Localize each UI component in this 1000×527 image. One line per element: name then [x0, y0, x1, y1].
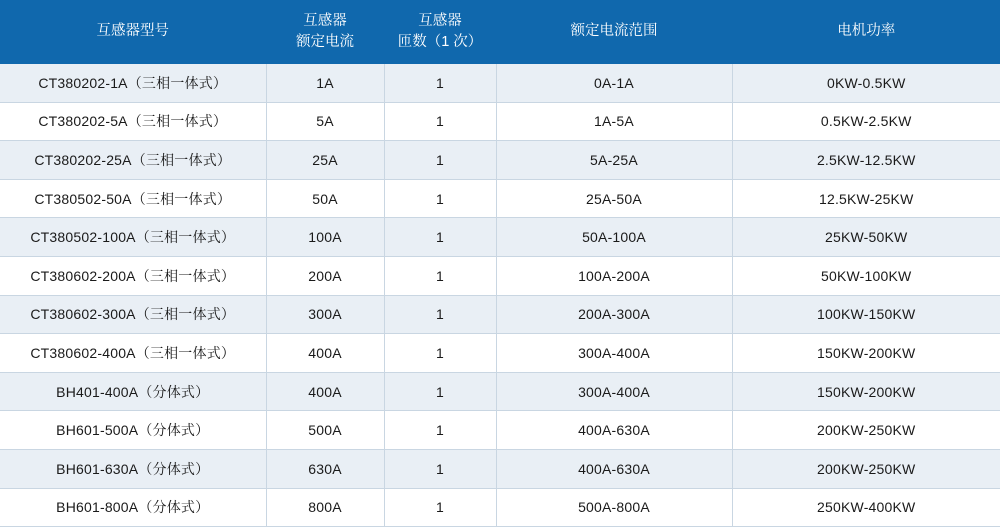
column-header-model-line-1: 互感器型号: [96, 23, 169, 40]
cell-rated-current: 1A: [266, 64, 384, 102]
cell-current-range: 25A-50A: [496, 179, 732, 218]
cell-motor-power: 50KW-100KW: [732, 256, 1000, 295]
cell-current-range: 400A-630A: [496, 411, 732, 450]
cell-current-range: 50A-100A: [496, 218, 732, 257]
table-row: [0, 179, 1000, 218]
column-header-current-range: [496, 0, 732, 64]
cell-rated-current: 500A: [266, 411, 384, 450]
cell-motor-power: 0KW-0.5KW: [732, 64, 1000, 102]
cell-turns: 1: [384, 179, 496, 218]
cell-model: BH601-500A（分体式）: [0, 411, 266, 450]
cell-current-range: 5A-25A: [496, 141, 732, 180]
cell-rated-current: 50A: [266, 179, 384, 218]
table-row: [0, 295, 1000, 334]
cell-motor-power: 2.5KW-12.5KW: [732, 141, 1000, 180]
table-body: [0, 64, 1000, 527]
cell-motor-power: 12.5KW-25KW: [732, 179, 1000, 218]
table-row: [0, 372, 1000, 411]
cell-model: CT380602-200A（三相一体式）: [0, 256, 266, 295]
table-row: [0, 64, 1000, 102]
cell-motor-power: 25KW-50KW: [732, 218, 1000, 257]
cell-rated-current: 25A: [266, 141, 384, 180]
cell-turns: 1: [384, 372, 496, 411]
cell-model: CT380502-100A（三相一体式）: [0, 218, 266, 257]
cell-turns: 1: [384, 295, 496, 334]
cell-model: BH601-800A（分体式）: [0, 488, 266, 527]
column-header-turns-line-1: 互感器: [418, 12, 462, 29]
column-header-turns-line-2: 匝数（1 次）: [397, 34, 483, 50]
cell-model: CT380602-300A（三相一体式）: [0, 295, 266, 334]
table-row: [0, 218, 1000, 257]
cell-model: CT380202-1A（三相一体式）: [0, 64, 266, 102]
cell-turns: 1: [384, 218, 496, 257]
cell-rated-current: 400A: [266, 334, 384, 373]
cell-model: CT380602-400A（三相一体式）: [0, 334, 266, 373]
table-row: [0, 334, 1000, 373]
cell-rated-current: 300A: [266, 295, 384, 334]
column-header-rated-current-line-2: 额定电流: [296, 34, 354, 50]
cell-motor-power: 250KW-400KW: [732, 488, 1000, 527]
cell-rated-current: 630A: [266, 449, 384, 488]
cell-rated-current: 200A: [266, 256, 384, 295]
cell-turns: 1: [384, 64, 496, 102]
cell-current-range: 1A-5A: [496, 102, 732, 141]
cell-rated-current: 800A: [266, 488, 384, 527]
column-header-turns: [384, 0, 496, 64]
cell-rated-current: 100A: [266, 218, 384, 257]
cell-turns: 1: [384, 141, 496, 180]
cell-turns: 1: [384, 256, 496, 295]
cell-model: CT380502-50A（三相一体式）: [0, 179, 266, 218]
cell-current-range: 100A-200A: [496, 256, 732, 295]
cell-rated-current: 5A: [266, 102, 384, 141]
cell-motor-power: 150KW-200KW: [732, 372, 1000, 411]
cell-model: CT380202-5A（三相一体式）: [0, 102, 266, 141]
table-row: [0, 102, 1000, 141]
cell-turns: 1: [384, 102, 496, 141]
cell-model: BH601-630A（分体式）: [0, 449, 266, 488]
table-row: [0, 411, 1000, 450]
table-header: [0, 0, 1000, 64]
cell-motor-power: 0.5KW-2.5KW: [732, 102, 1000, 141]
cell-current-range: 300A-400A: [496, 334, 732, 373]
cell-turns: 1: [384, 334, 496, 373]
cell-turns: 1: [384, 449, 496, 488]
cell-current-range: 0A-1A: [496, 64, 732, 102]
table-row: [0, 449, 1000, 488]
column-header-model: [0, 0, 266, 64]
cell-rated-current: 400A: [266, 372, 384, 411]
cell-current-range: 500A-800A: [496, 488, 732, 527]
column-header-motor-power: [732, 0, 1000, 64]
cell-turns: 1: [384, 488, 496, 527]
table-header-row: [0, 0, 1000, 64]
cell-motor-power: 100KW-150KW: [732, 295, 1000, 334]
table-row: [0, 141, 1000, 180]
cell-motor-power: 150KW-200KW: [732, 334, 1000, 373]
column-header-current-range-line-1: 额定电流范围: [570, 23, 658, 40]
cell-current-range: 200A-300A: [496, 295, 732, 334]
cell-current-range: 400A-630A: [496, 449, 732, 488]
cell-model: BH401-400A（分体式）: [0, 372, 266, 411]
table-row: [0, 256, 1000, 295]
cell-motor-power: 200KW-250KW: [732, 449, 1000, 488]
cell-motor-power: 200KW-250KW: [732, 411, 1000, 450]
column-header-rated-current: [266, 0, 384, 64]
column-header-rated-current-line-1: 互感器: [303, 12, 347, 29]
table-row: [0, 488, 1000, 527]
column-header-motor-power-line-1: 电机功率: [837, 23, 896, 40]
cell-model: CT380202-25A（三相一体式）: [0, 141, 266, 180]
cell-turns: 1: [384, 411, 496, 450]
cell-current-range: 300A-400A: [496, 372, 732, 411]
